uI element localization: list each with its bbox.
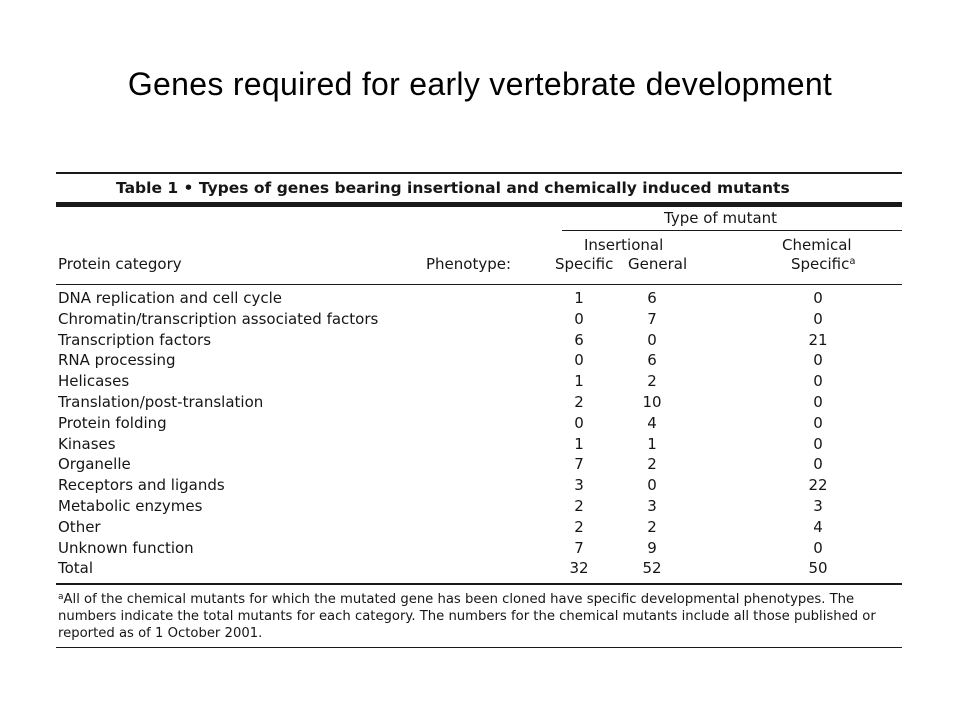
insertional-general-cell: 2: [647, 372, 657, 391]
slide-title: Genes required for early vertebrate development: [127, 66, 833, 102]
mutant-table: [56, 172, 902, 648]
header-type-of-mutant: Type of mutant: [664, 208, 778, 227]
chemical-specific-cell: 0: [813, 434, 823, 453]
insertional-specific-cell: 1: [574, 289, 584, 307]
insertional-specific-cell: 0: [574, 413, 584, 432]
chemical-specific-cell: 0: [813, 372, 823, 391]
insertional-specific-cell: 32: [569, 559, 589, 578]
chemical-specific-cell: 50: [808, 559, 828, 578]
table-row: [56, 330, 902, 351]
insertional-specific-cell: 1: [574, 434, 584, 453]
insertional-specific-cell: 7: [574, 455, 584, 474]
insertional-specific-cell: 0: [574, 351, 584, 370]
insertional-general-cell: 1: [647, 434, 657, 453]
insertional-general-cell: 52: [642, 559, 662, 578]
category-cell: Protein folding: [58, 413, 167, 432]
category-cell: Translation/post-translation: [58, 392, 264, 411]
table-row: [56, 558, 902, 579]
insertional-specific-cell: 6: [574, 330, 584, 349]
chemical-specific-cell: 21: [808, 330, 828, 349]
header-chemical-specific: [791, 255, 856, 273]
insertional-general-cell: 2: [647, 455, 657, 474]
insertional-general-cell: 6: [647, 351, 657, 370]
insertional-specific-cell: 2: [574, 392, 584, 411]
type-of-mutant-rule: [562, 230, 902, 232]
table-body: [56, 285, 902, 583]
table-row: [56, 434, 902, 455]
chemical-specific-cell: 22: [808, 476, 828, 495]
category-cell: Receptors and ligands: [58, 476, 225, 495]
header-phenotype: Phenotype:: [426, 254, 512, 273]
table-row: [56, 288, 902, 309]
category-cell: Unknown function: [58, 538, 194, 557]
table-row: [56, 538, 902, 559]
insertional-general-cell: 9: [647, 538, 657, 557]
insertional-specific-cell: 3: [574, 476, 584, 495]
table-row: [56, 371, 902, 392]
header-insertional: Insertional: [584, 235, 664, 254]
table-row: [56, 350, 902, 371]
category-cell: Kinases: [58, 434, 116, 453]
chemical-specific-cell: 0: [813, 392, 823, 411]
insertional-general-cell: 10: [642, 392, 662, 411]
chemical-specific-cell: 0: [813, 538, 823, 557]
table-row: [56, 517, 902, 538]
insertional-general-cell: 0: [647, 330, 657, 349]
insertional-specific-cell: 0: [574, 309, 584, 328]
header-protein-category: Protein category: [58, 254, 182, 273]
chemical-specific-cell: 0: [813, 455, 823, 474]
table-row: [56, 392, 902, 413]
table-row: [56, 475, 902, 496]
insertional-general-cell: 6: [647, 289, 657, 307]
footnote-mark: a: [58, 591, 64, 602]
insertional-specific-cell: 2: [574, 496, 584, 515]
header-chemical-specific-label: Specific: [791, 254, 850, 273]
insertional-general-cell: 2: [647, 517, 657, 536]
category-cell: Total: [58, 559, 94, 578]
insertional-specific-cell: 1: [574, 372, 584, 391]
category-cell: Helicases: [58, 372, 130, 391]
category-cell: Other: [58, 517, 101, 536]
chemical-specific-cell: 0: [813, 413, 823, 432]
insertional-general-cell: 3: [647, 496, 657, 515]
chemical-specific-cell: 0: [813, 289, 823, 307]
category-cell: Organelle: [58, 455, 131, 474]
category-cell: DNA replication and cell cycle: [58, 289, 282, 307]
table-row: [56, 413, 902, 434]
footnote-text: All of the chemical mutants for which the mutated gene has been cloned have specific developmental phenotypes. The numbers indicate the total mutants for each category. The numbers for the chemical mutants include all those published or reported as of 1 October 2001.: [58, 591, 876, 641]
chemical-specific-cell: 4: [813, 517, 823, 536]
header-footnote-mark: a: [849, 255, 856, 267]
insertional-general-cell: 4: [647, 413, 657, 432]
header-chemical: Chemical: [782, 235, 852, 254]
header-insertional-specific: Specific: [555, 254, 614, 273]
category-cell: Chromatin/transcription associated factors: [58, 309, 379, 328]
category-cell: RNA processing: [58, 351, 176, 370]
table-row: [56, 496, 902, 517]
chemical-specific-cell: 3: [813, 496, 823, 515]
table-row: [56, 309, 902, 330]
category-cell: Metabolic enzymes: [58, 496, 203, 515]
chemical-specific-cell: 0: [813, 309, 823, 328]
insertional-specific-cell: 7: [574, 538, 584, 557]
table-footnote: [56, 585, 898, 647]
chemical-specific-cell: 0: [813, 351, 823, 370]
table-caption: Table 1 • Types of genes bearing insertional and chemically induced mutants: [116, 178, 790, 197]
insertional-general-cell: 0: [647, 476, 657, 495]
insertional-specific-cell: 2: [574, 517, 584, 536]
table-header: [56, 207, 902, 274]
category-cell: Transcription factors: [58, 330, 212, 349]
insertional-general-cell: 7: [647, 309, 657, 328]
table-row: [56, 454, 902, 475]
bottom-rule: [56, 647, 902, 649]
header-insertional-general: General: [628, 254, 688, 273]
